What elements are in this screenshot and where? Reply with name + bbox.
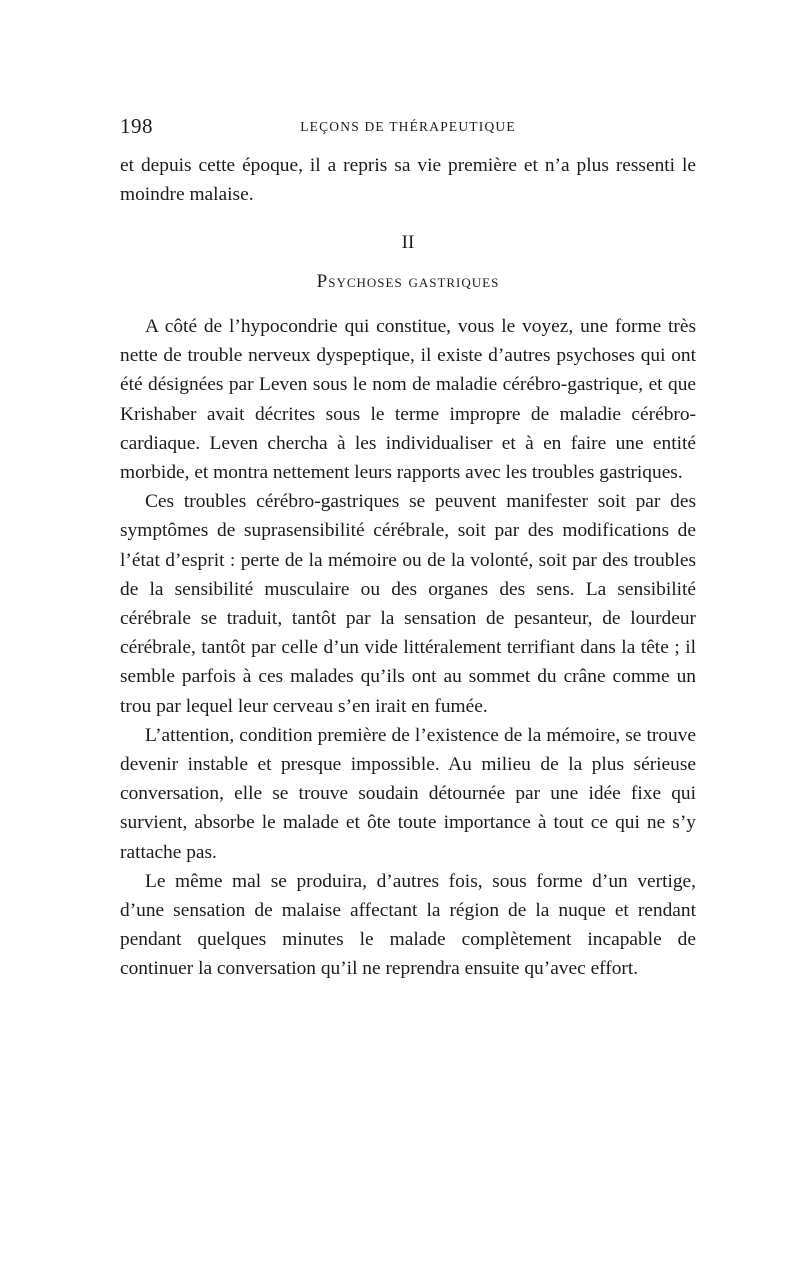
paragraph: L’attention, condition première de l’existence de la mémoire, se trouve devenir instable et presque impossible. Au milieu de la plus sérieuse conversation, elle se trouve soudain détournée par une idée fixe qui survient, absorbe le malade et ôte toute importance à tout ce qui ne s’y rattache pas. xyxy=(120,724,696,863)
body-text xyxy=(120,312,696,984)
section-title: Psychoses gastriques xyxy=(316,271,500,292)
paragraph: et depuis cette époque, il a repris sa vie première et n’a plus ressenti le moindre malaise. xyxy=(120,155,696,206)
page-number: 198 xyxy=(120,114,153,138)
running-title: LEÇONS DE THÉRAPEUTIQUE xyxy=(300,119,516,134)
paragraph: A côté de l’hypocondrie qui constitue, vous le voyez, une forme très nette de trouble nerveux dyspeptique, il existe d’autres psychoses qui ont été désignées par Leven sous le nom de maladie cérébro-gastrique, et que Krishaber avait décrites sous le terme impropre de maladie cérébro-cardiaque. Leven chercha à les individualiser et à en faire une entité morbide, et montra nettement leurs rapports avec les troubles gastriques. xyxy=(120,316,696,484)
paragraph: Le même mal se produira, d’autres fois, sous forme d’un vertige, d’une sensation de malaise affectant la région de la nuque et rendant pendant quelques minutes le malade complètement incapable de continuer la conversation qu’il ne reprendra ensuite qu’avec effort. xyxy=(120,870,696,980)
continuation-text xyxy=(120,151,696,209)
paragraph: Ces troubles cérébro-gastriques se peuvent manifester soit par des symptômes de suprasensibilité cérébrale, soit par des modifications de l’état d’esprit : perte de la mémoire ou de la volonté, soit par des troubles de la sensibilité musculaire ou des organes des sens. La sensibilité cérébrale se traduit, tantôt par la sensation de pesanteur, de lourdeur cérébrale, tantôt par celle d’un vide littéralement terrifiant dans la tête ; il semble parfois à ces malades qu’ils ont au sommet du crâne comme un trou par lequel leur cerveau s’en irait en fumée. xyxy=(120,491,696,717)
running-head xyxy=(120,114,696,140)
section-number: II xyxy=(401,232,415,253)
